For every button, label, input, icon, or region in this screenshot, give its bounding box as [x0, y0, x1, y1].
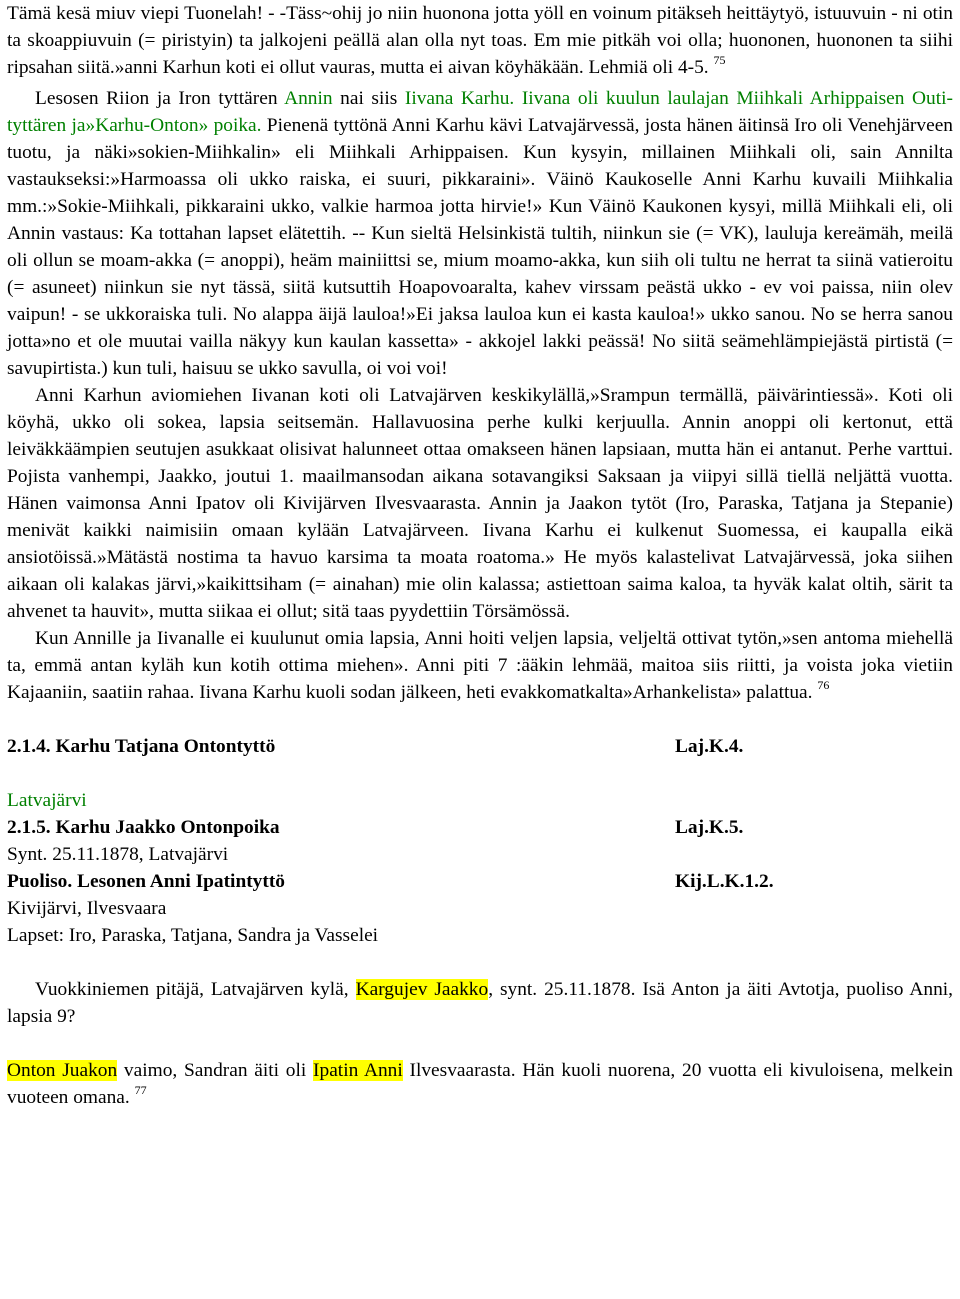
entry-title: 2.1.4. Karhu Tatjana Ontontyttö — [7, 736, 276, 757]
paragraph-quote-tuonela: Tämä kesä miuv viepi Tuonelah! - -Täss~ohij jo niin huonona jotta yöll en voinum pitäkseh heittäytyö, istuuvuin - ni otin ta skoappiuvuin (= piristyin) ta jalkojeni peällä alan olla nyt toas. Em mie pitkäh voi olla; huononen, huononen ta siihi ripsahan siitä.»anni Karhun koti ei ollut vauras, mutta ei aivan köyhäkään. Lehmiä oli 4-5. $^{75}$ — [7, 3, 953, 78]
highlight-onton-juakon: Onton Juakon — [7, 1060, 118, 1081]
entry-code: Laj.K.5. — [675, 817, 744, 838]
entry-title: 2.1.5. Karhu Jaakko Ontonpoika — [7, 817, 280, 838]
entry-born: Synt. 25.11.1878, Latvajärvi — [7, 844, 229, 865]
paragraph-children: Kun Annille ja Iivanalle ei kuulunut omia lapsia, Anni hoiti veljen lapsia, veljeltä ottivat tytön,»sen antoma miehellä ta, emmä antan kyläh kun kotih ottima miehen». Anni piti 7 :ääkin lehmää, maitoa siis riitti, ja voista joka vietiin Kajaaniin, saatiin rahaa. Iivana Karhu kuoli sodan jälkeen, heti evakkomatkalta»Arhankelista» palattua. $^{76}$ — [7, 628, 953, 703]
paragraph-anni-karhu: Lesosen Riion ja Iron tyttären Annin nai siis Iivana Karhu. Iivana oli kuulun laulajan Miihkali Arhippaisen Outi-tyttären ja»Karhu-Onton» poika. Pienenä tyttönä Anni Karhu kävi Latvajärvessä, josta hänen äitinsä Iro oli Venehjärveen tuotu, ja näki»sokien-Miihkalin» eli Miihkali Arhippaisen. Kun kysyin, millainen Miihkali oli, sain Annilta vastaukseksi:»Harmoassa oli ukko raiska, ei suuri, pikkaraini». Väinö Kaukoselle Anni Karhu kuvaili Miihkalia mm.:»Sokie-Miihkali, pikkaraini ukko, valkie harmoa jotta hirvie!» Kun Väinö Kaukonen kysyi, millä Miihkali eli, oli Annin vastaus: Ka tottahan lapset elätettih. -- Kun sieltä Helsinkistä tultih, niinkun sie (= VK), lauluja kereämäh, meilä oli ollun se moam-akka (= anoppi), heäm mainiittsi se, mium moamo-akka, kun siih oli tultu ne herrat ta siinä vatieroitu (= asuneet) niinkun sie nyt tässä, siitä kutsuttih Hoapovoaralta, kahev virssam peästä ukko - ev voi paissa, niin olev vaipun! - se ukkoraiska tuli. No alappa äijä lauloa!»Ei jaksa lauloa kun ei kasta kauloa!» ukko sanou. No se herra sanou jotta»no et ole muutai vailla näkyy kun kaulan kassetta» - akkojel lakki peässä! No siitä seämehlämpiejästä pirtistä (= savupirtista.) kun tuli, haisuu se ukko savulla, oi voi voi! — [7, 88, 953, 379]
spouse-code: Kij.L.K.1.2. — [675, 871, 774, 892]
paragraph-iivana-home: Anni Karhun aviomiehen Iivanan koti oli Latvajärven keskikylällä,»Srampun termällä, päivärintiessä». Koti oli köyhä, ukko oli sokea, lapsia seitsemän. Hallavuosina perhe kulki kerjuulla. Annin anoppi oli kertonut, että leiväkkäämpien seutujen asukkaat olisivat halunneet ottaa omakseen hänen lapsiaan, mutta hän ei antanut. Perhe varttui. Pojista vanhempi, Jaakko, joutui 1. maailmansodan aikana sotavangiksi Saksaan ja viipyi sillä tiellä neljättä vuotta. Hänen vaimonsa Anni Ipatov oli Kivijärven Ilvesvaarasta. Annin ja Jaakon tytöt (Iro, Paraska, Tatjana ja Stepanie) menivät kaikki naimisiin omaan kylään Latvajärveen. Iivana Karhu ei kulkenut Suomessa, ei kaupalla eikä ansiotöissä.»Mätästä nostima ta havuo karsima ta moata roatoma.» He myös kalastelivat Latvajärvessä, joka siihen aikaan oli kalakas järvi,»kaikittsiham (= ainahan) mie olin kalassa; astiettoan saima kaloa, ta hyväk kalat oltih, särit ta ahvenet ta hauvit», mutta siikaa ei ollut; sitä taas pyydettiin Törsämössä. — [7, 385, 953, 622]
spouse-place: Kivijärvi, Ilvesvaara — [7, 898, 167, 919]
green-text-iivana: Iivana Karhu. Iivana oli kuulun laulajan Miihkali Arhippaisen Outi-tyttären ja»Karhu-Onton» poika. — [7, 88, 953, 136]
highlight-ipatin-anni: Ipatin Anni — [313, 1060, 403, 1081]
place-label: Latvajärvi — [7, 790, 87, 811]
document-page — [7, 0, 953, 1111]
green-text-annin: Annin — [284, 88, 333, 109]
footnote-ref-76: 76 — [817, 677, 830, 692]
paragraph-vuokkiniemi: Vuokkiniemen pitäjä, Latvajärven kylä, Kargujev Jaakko, synt. 25.11.1878. Isä Anton ja äiti Avtotja, puoliso Anni, lapsia 9? — [7, 979, 953, 1027]
highlight-kargujev-jaakko: Kargujev Jaakko — [355, 979, 489, 1000]
entry-children: Lapset: Iro, Paraska, Tatjana, Sandra ja Vasselei — [7, 925, 379, 946]
footnote-ref-75: 75 — [713, 52, 726, 67]
entry-2-1-5 — [7, 814, 953, 841]
spouse-title: Puoliso. Lesonen Anni Ipatintyttö — [7, 871, 285, 892]
footnote-ref-77: 77 — [134, 1082, 147, 1097]
entry-2-1-4 — [7, 733, 953, 760]
entry-spouse — [7, 868, 953, 895]
paragraph-onton-juakon: Onton Juakon vaimo, Sandran äiti oli Ipatin Anni Ilvesvaarasta. Hän kuoli nuorena, 20 vuotta eli kivuloisena, melkein vuoteen omana. $^{77}$ — [7, 1060, 953, 1108]
entry-code: Laj.K.4. — [675, 736, 744, 757]
